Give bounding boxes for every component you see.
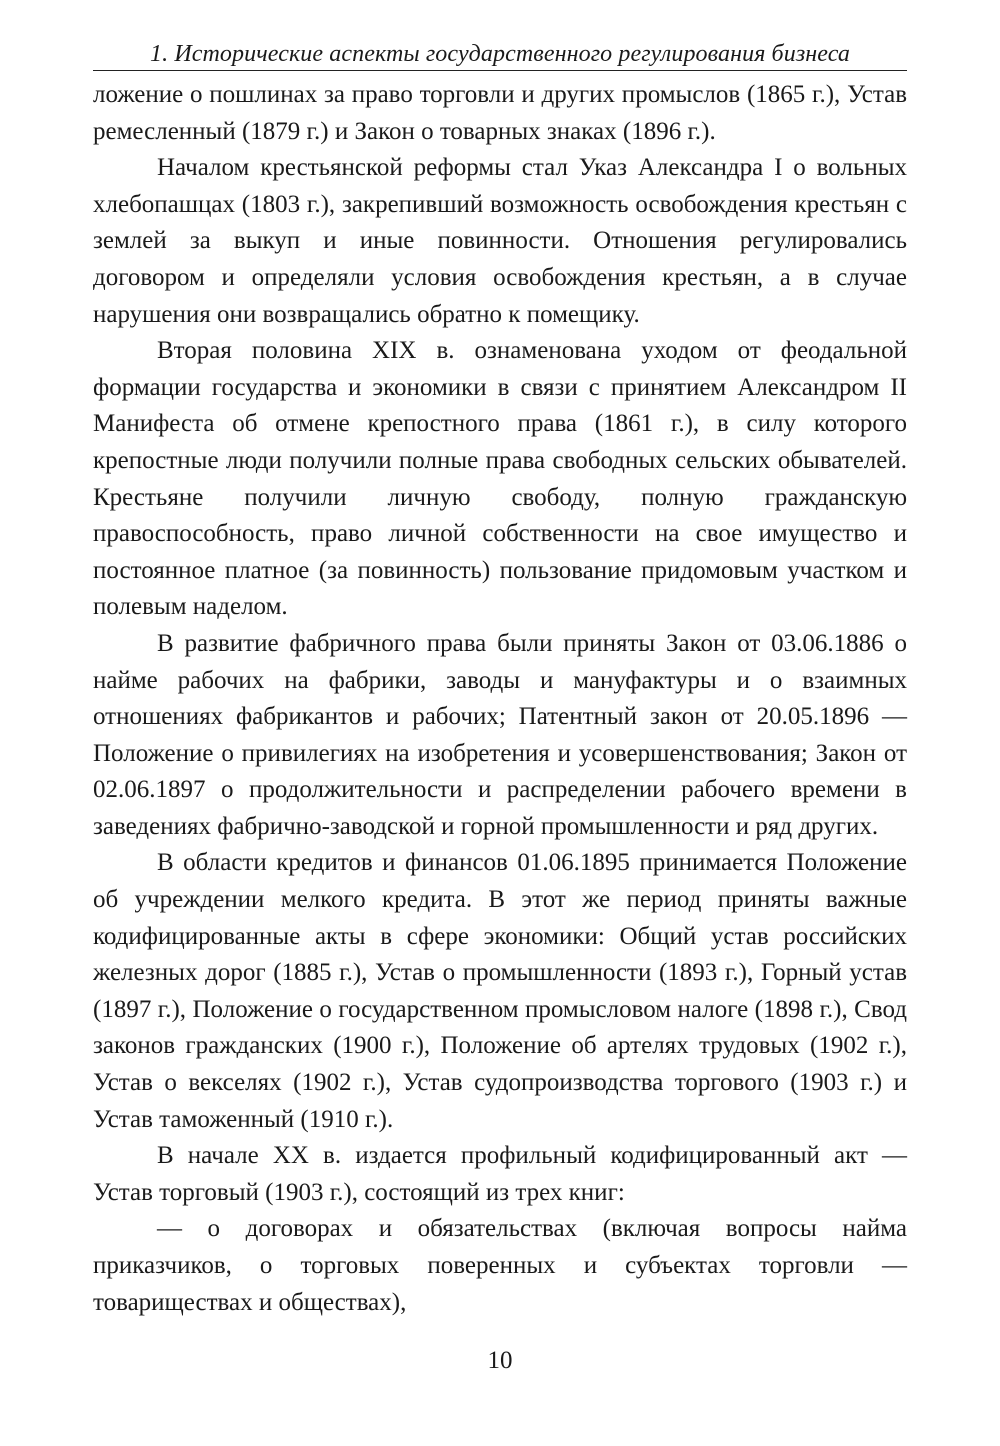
paragraph: Началом крестьянской реформы стал Указ Александра I о вольных хлебопашцах (1803 г.), закрепивший возможность освобождения крестьян с землей за выкуп и иные повинности. Отношения регулировались договором и определяли условия освобождения крестьян, а в случае нарушения они возвращались обратно к помещику.	[93, 154, 907, 328]
paragraph: Вторая половина XIX в. ознаменована уходом от феодальной формации государства и экономики в связи с принятием Александром II Манифеста об отмене крепостного права (1861 г.), в силу которого крепостные люди получили полные права свободных сельских обывателей. Крестьяне получили личную свободу, полную гражданскую правоспособность, право личной собственности на свое имущество и постоянное платное (за повинность) пользование придомовым участком и полевым наделом.	[93, 337, 907, 621]
running-head: 1. Исторические аспекты государственного регулирования бизнеса	[93, 38, 907, 71]
paragraph: ложение о пошлинах за право торговли и других промыслов (1865 г.), Устав ремесленный (1879 г.) и Закон о товарных знаках (1896 г.).	[93, 81, 907, 145]
body-text	[93, 77, 907, 1321]
paragraph: В начале XX в. издается профильный кодифицированный акт — Устав торговый (1903 г.), состоящий из трех книг:	[93, 1142, 907, 1206]
book-page	[93, 0, 907, 1446]
paragraph: — о договорах и обязательствах (включая вопросы найма приказчиков, о торговых поверенных и субъектах торговли — товариществах и обществах),	[93, 1215, 907, 1316]
page-number: 10	[487, 1347, 513, 1374]
paragraph: В области кредитов и финансов 01.06.1895 принимается Положение об учреждении мелкого кредита. В этот же период приняты важные кодифицированные акты в сфере экономики: Общий устав российских железных дорог (1885 г.), Устав о промышленности (1893 г.), Горный устав (1897 г.), Положение о государственном промысловом налоге (1898 г.), Свод законов гражданских (1900 г.), Положение об артелях трудовых (1902 г.), Устав о векселях (1902 г.), Устав судопроизводства торгового (1903 г.) и Устав таможенный (1910 г.).	[93, 849, 907, 1133]
paragraph: В развитие фабричного права были приняты Закон от 03.06.1886 о найме рабочих на фабрики, заводы и мануфактуры и о взаимных отношениях фабрикантов и рабочих; Патентный закон от 20.05.1896 — Положение о привилегиях на изобретения и усовершенствования; Закон от 02.06.1897 о продолжительности и распределении рабочего времени в заведениях фабрично-заводской и горной промышленности и ряд других.	[93, 629, 907, 840]
